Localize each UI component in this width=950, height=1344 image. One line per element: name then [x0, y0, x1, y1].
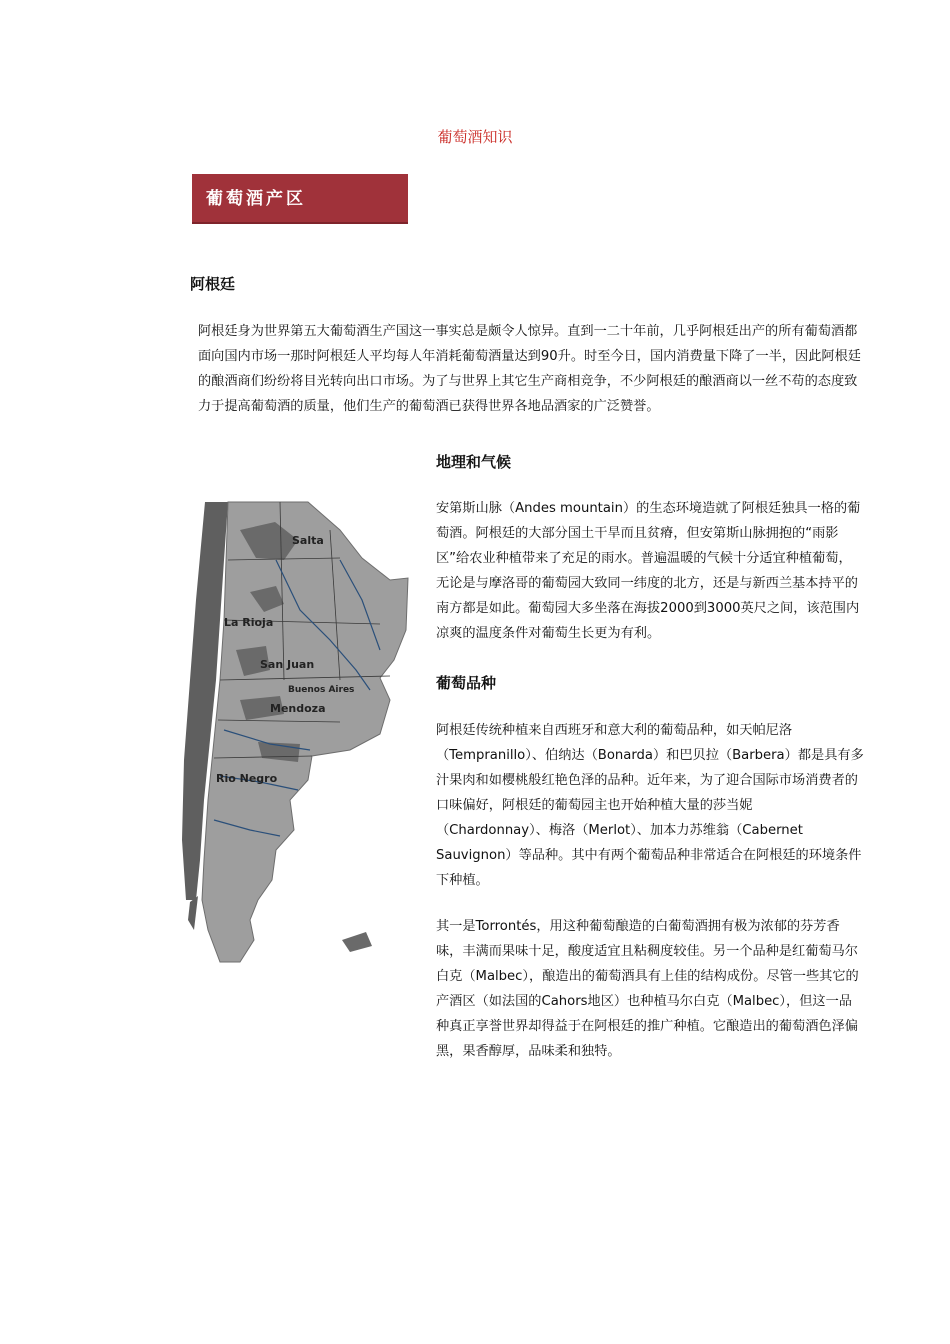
- map-label-buenos-aires: Buenos Aires: [288, 685, 355, 695]
- island-fragment: [188, 896, 198, 930]
- argentina-wine-map: [180, 500, 412, 970]
- argentina-land: [202, 502, 408, 962]
- varieties-paragraph-1: 阿根廷传统种植来自西班牙和意大利的葡萄品种，如天帕尼洛（Tempranillo）、伯纳达（Bonarda）和巴贝拉（Barbera）都是具有多汁果肉和如樱桃般红艳色泽的品种。近年来，为了迎合国际市场消费者的口味偏好，阿根廷的葡萄园主也开始种植大量的莎当妮（Chardonnay）、梅洛（Merlot）、加本力苏维翁（Cabernet Sauvignon）等品种。其中有两个葡萄品种非常适合在阿根廷的环境条件下种植。: [436, 723, 864, 888]
- geography-paragraph: 安第斯山脉（Andes mountain）的生态环境造就了阿根廷独具一格的葡萄酒。阿根廷的大部分国土干旱而且贫瘠，但安第斯山脉拥抱的“雨影区”给农业种植带来了充足的雨水。普遍温暖的气候十分适宜种植葡萄，无论是与摩洛哥的葡萄园大致同一纬度的北方，还是与新西兰基本持平的南方都是如此。葡萄园大多坐落在海拔2000到3000英尺之间，该范围内凉爽的温度条件对葡萄生长更为有利。: [436, 501, 861, 641]
- map-label-rio-negro: Rio Negro: [216, 772, 278, 785]
- document-title: 葡萄酒知识: [437, 128, 513, 146]
- heading-varieties: 葡萄品种: [436, 674, 497, 692]
- map-label-la-rioja: La Rioja: [224, 616, 274, 629]
- island-fragment: [342, 932, 372, 952]
- map-label-salta: Salta: [292, 534, 324, 547]
- varieties-paragraph-2: 其一是Torrontés，用这种葡萄酿造的白葡萄酒拥有极为浓郁的芬芳香味，丰满而果味十足，酸度适宜且粘稠度较佳。另一个品种是红葡萄马尔白克（Malbec），酿造出的葡萄酒具有上佳的结构成份。尽管一些其它的产酒区（如法国的Cahors地区）也种植马尔白克（Malbec），但这一品种真正享誉世界却得益于在阿根廷的推广种植。它酿造出的葡萄酒色泽偏黑，果香醇厚，品味柔和独特。: [436, 919, 859, 1059]
- map-label-san-juan: San Juan: [260, 658, 315, 671]
- heading-argentina: 阿根廷: [190, 275, 236, 293]
- intro-paragraph: 阿根廷身为世界第五大葡萄酒生产国这一事实总是颇令人惊异。直到一二十年前，几乎阿根廷出产的所有葡萄酒都面向国内市场一那时阿根廷人平均每人年消耗葡萄酒量达到90升。时至今日，国内消费量下降了一半，因此阿根廷的酿酒商们纷纷将目光转向出口市场。为了与世界上其它生产商相竞争，不少阿根廷的酿酒商以一丝不苟的态度致力于提高葡萄酒的质量，他们生产的葡萄酒已获得世界各地品酒家的广泛赞誉。: [198, 324, 861, 414]
- map-label-mendoza: Mendoza: [270, 702, 326, 715]
- heading-geography: 地理和气候: [436, 453, 512, 471]
- section-banner: 葡萄酒产区: [192, 174, 408, 224]
